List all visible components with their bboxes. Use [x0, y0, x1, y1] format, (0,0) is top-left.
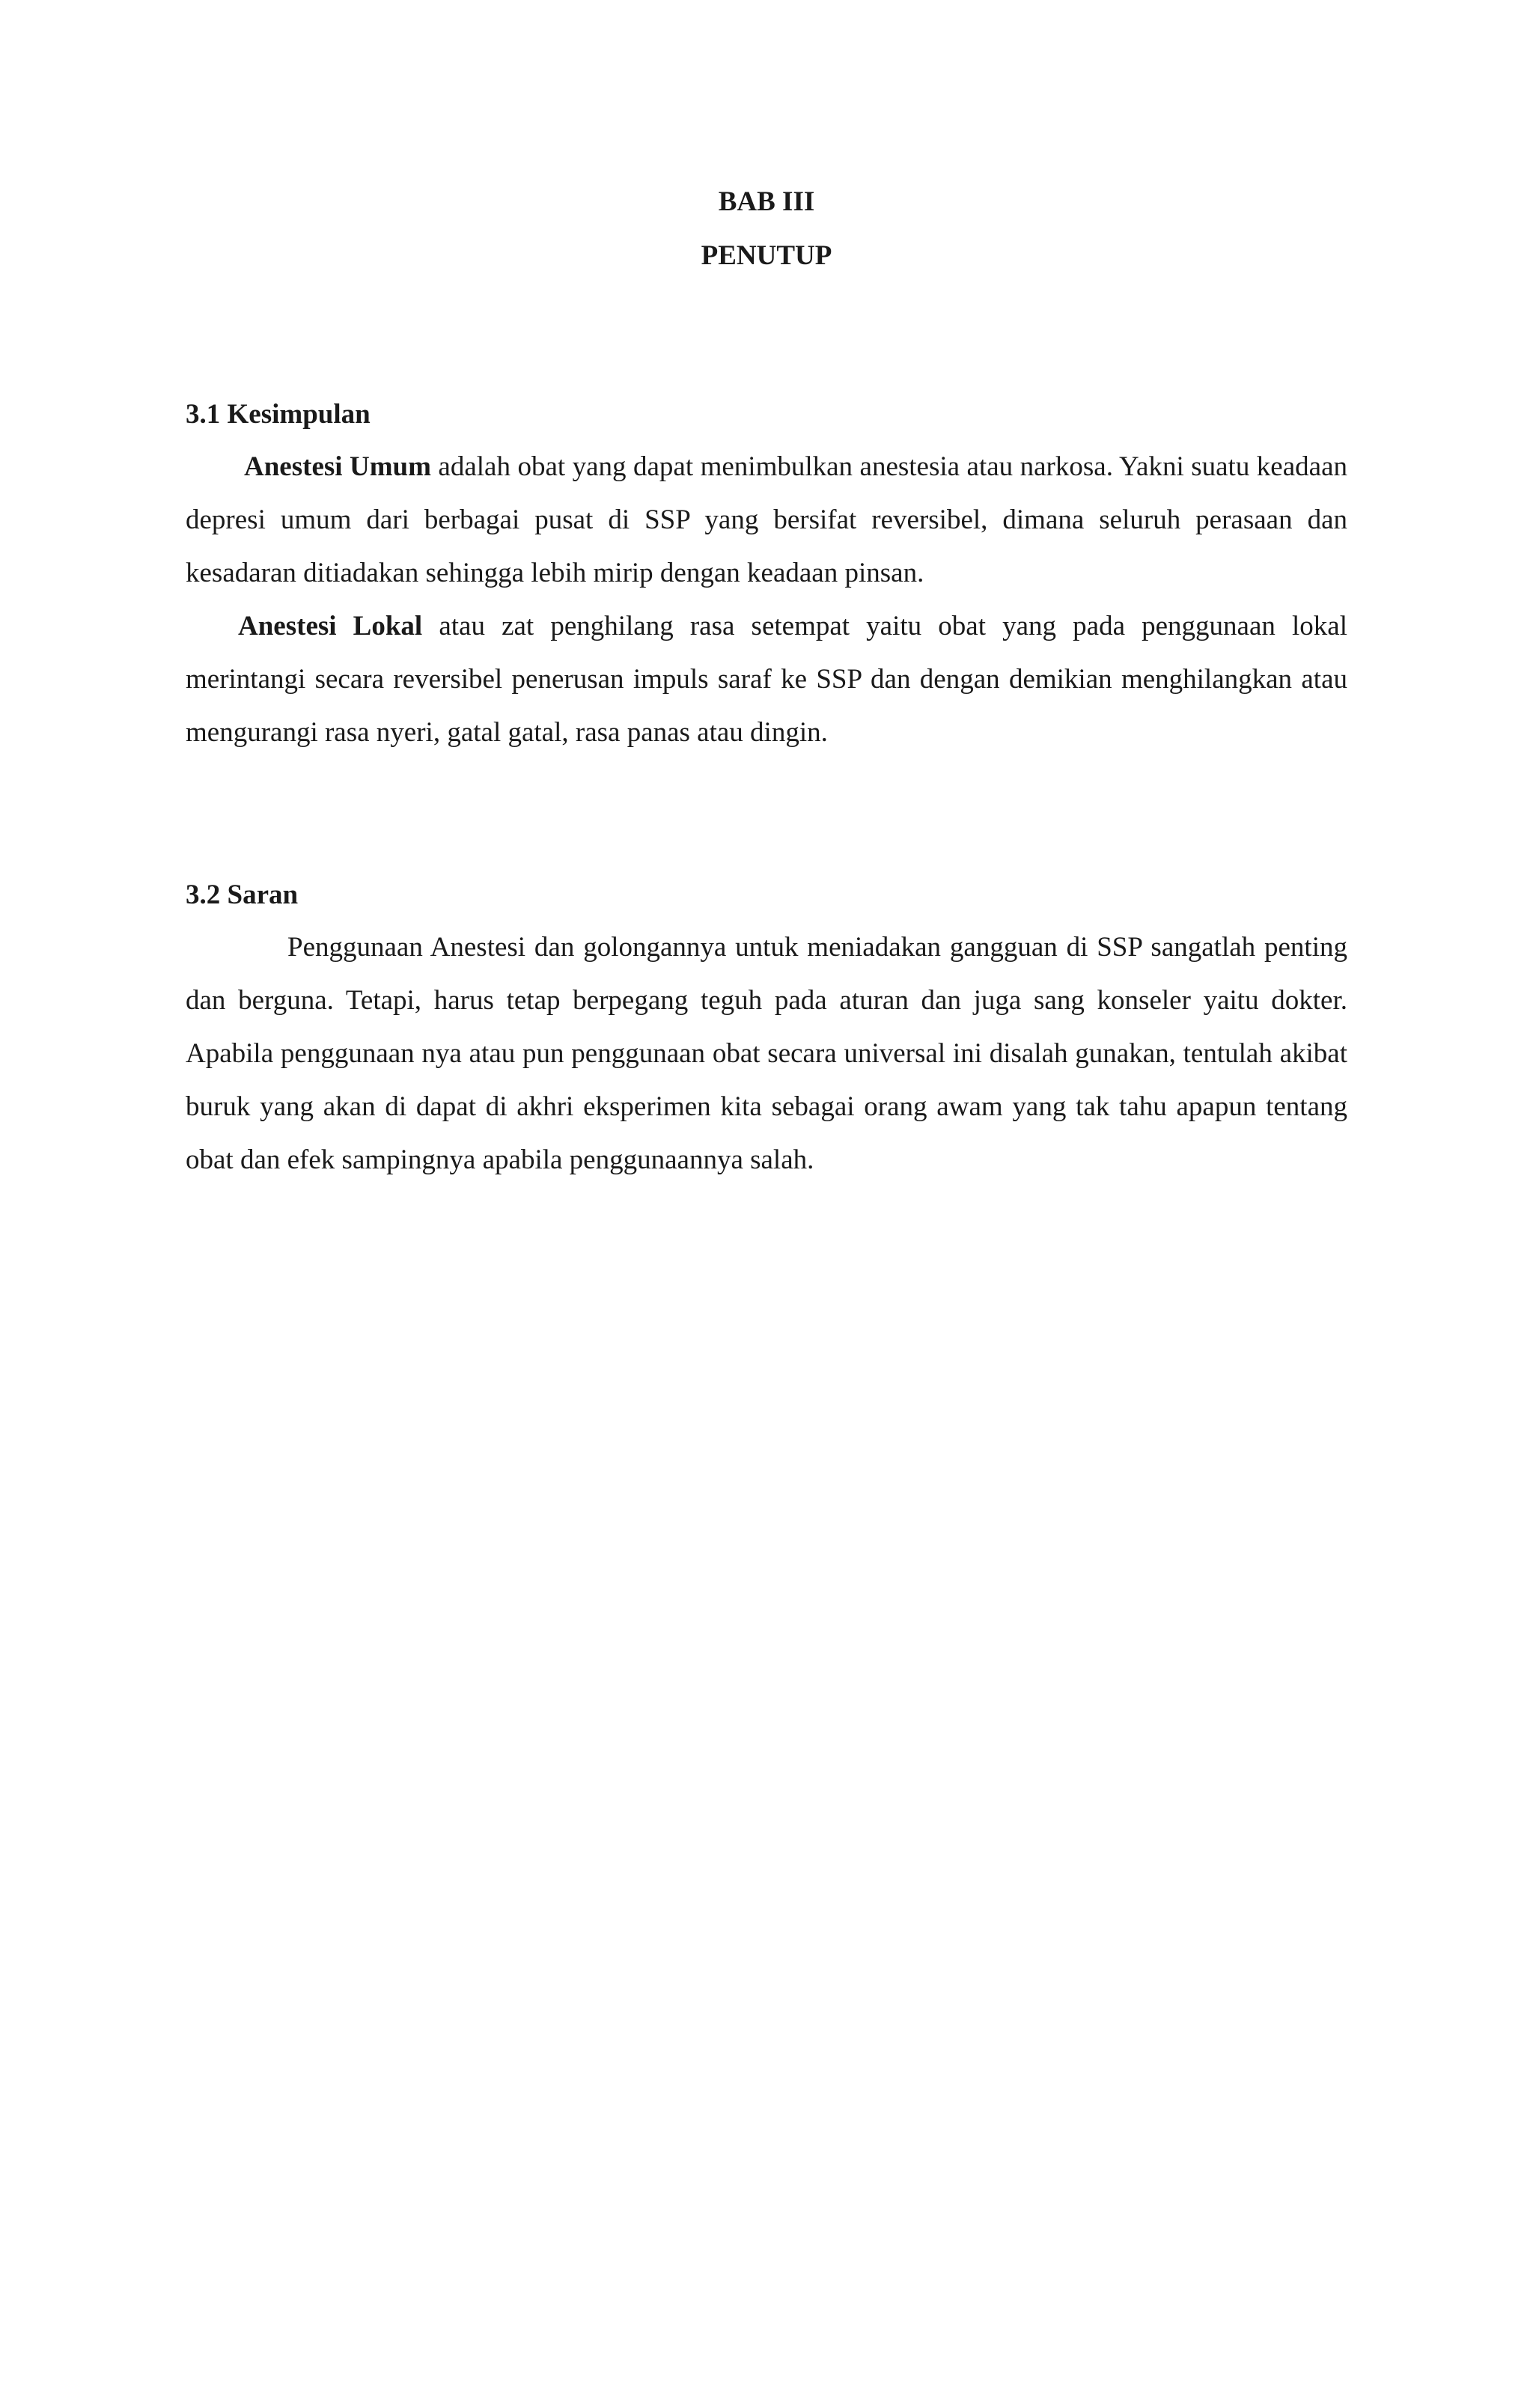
term-anestesi-lokal: Anestesi Lokal: [238, 611, 423, 641]
paragraph-text: adalah obat yang dapat menimbulkan anestesia atau narkosa. Yakni suatu keadaan depresi umum dari berbagai pusat di SSP yang bersifat reversibel, dimana seluruh perasaan dan kesadaran ditiadakan sehingga lebih mirip dengan keadaan pinsan.: [186, 451, 1347, 588]
section-heading-saran: 3.2 Saran: [186, 880, 299, 910]
chapter-number: BAB III: [718, 186, 815, 217]
term-anestesi-umum: Anestesi Umum: [244, 451, 431, 482]
paragraph-anestesi-lokal: [186, 600, 1347, 759]
paragraph-anestesi-umum: [186, 440, 1347, 600]
paragraph-saran: [186, 921, 1347, 1186]
section-heading-kesimpulan: 3.1 Kesimpulan: [186, 399, 371, 430]
section-body-kesimpulan: [186, 440, 1347, 759]
section-body-saran: [186, 921, 1347, 1186]
paragraph-text: atau zat penghilang rasa setempat yaitu obat yang pada penggunaan lokal merintangi secara reversibel penerusan impuls saraf ke SSP dan dengan demikian menghilangkan atau mengurangi rasa nyeri, gatal gatal, rasa panas atau dingin.: [186, 611, 1347, 748]
paragraph-text: Penggunaan Anestesi dan golongannya untuk meniadakan gangguan di SSP sangatlah penting dan berguna. Tetapi, harus tetap berpegang teguh pada aturan dan juga sang konseler yaitu dokter. Apabila penggunaan nya atau pun penggunaan obat secara universal ini disalah gunakan, tentulah akibat buruk yang akan di dapat di akhri eksperimen kita sebagai orang awam yang tak tahu apapun tentang obat dan efek sampingnya apabila penggunaannya salah.: [186, 932, 1347, 1175]
chapter-title: PENUTUP: [701, 240, 832, 271]
